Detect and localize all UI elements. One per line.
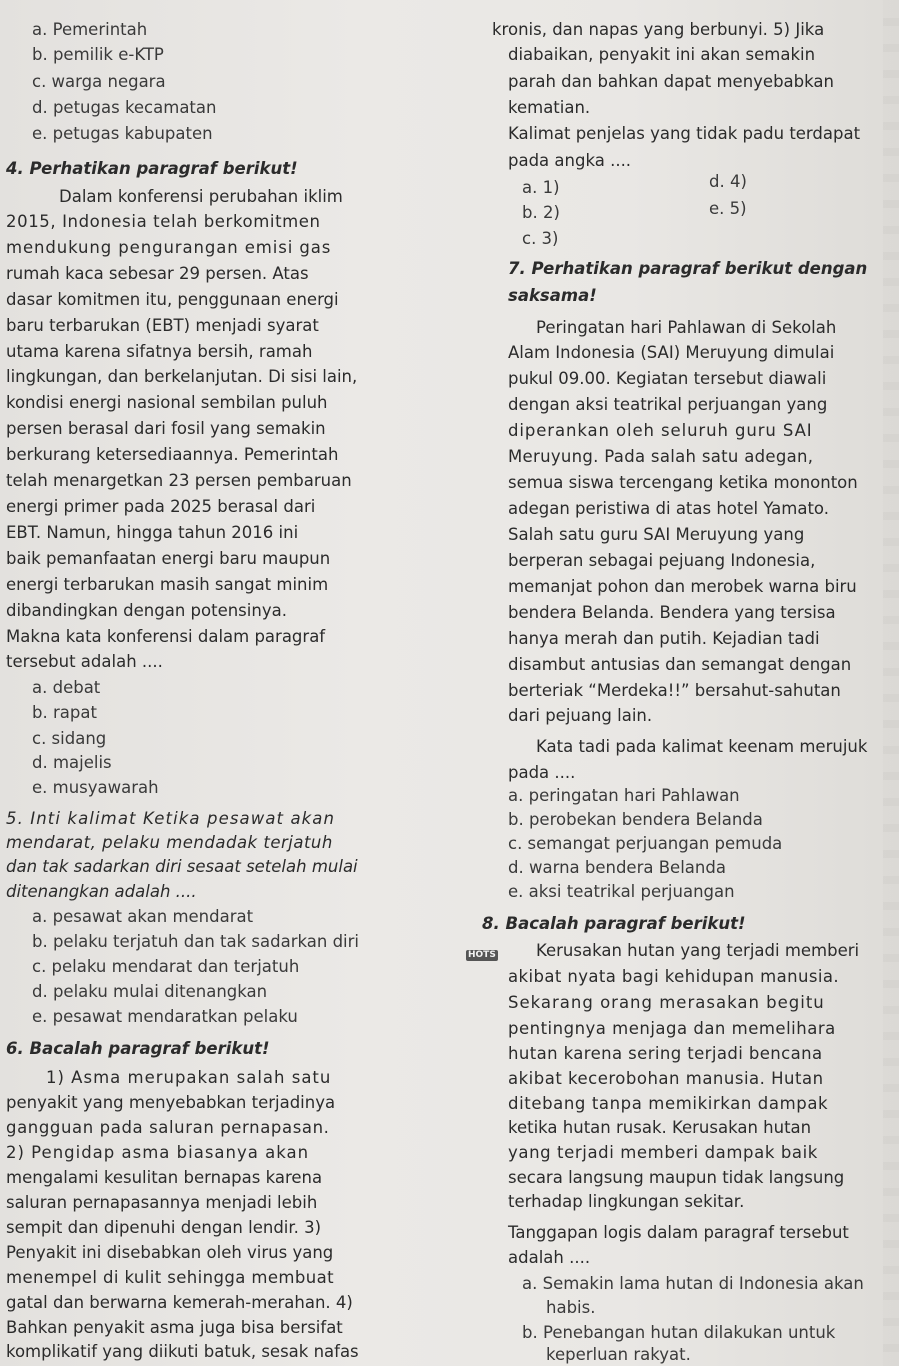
q7-paragraph-line: berteriak “Merdeka!!” bersahut-sahutan [508, 681, 841, 700]
q8-option-a: a. Semakin lama hutan di Indonesia akan [522, 1274, 864, 1293]
q6-paragraph-line: menempel di kulit sehingga membuat [6, 1268, 335, 1287]
q6-paragraph-line: Penyakit ini disebabkan oleh virus yang [6, 1243, 334, 1262]
q8-option-b-cont: keperluan rakyat. [546, 1345, 691, 1364]
q3-option-b: b. pemilik e-KTP [32, 45, 164, 64]
q3-option-c: c. warga negara [32, 72, 166, 91]
q4-prompt-line: tersebut adalah .... [6, 652, 163, 671]
q7-prompt-line: pada .... [508, 763, 576, 782]
q6-question: 6. Bacalah paragraf berikut! [6, 1039, 270, 1058]
page-edge-shadow [883, 0, 899, 1366]
q8-paragraph-line: Sekarang orang merasakan begitu [508, 993, 825, 1012]
q4-paragraph-line: dibandingkan dengan potensinya. [6, 601, 287, 620]
q4-paragraph-line: lingkungan, dan berkelanjutan. Di sisi lain, [6, 367, 358, 386]
q7-option-c: c. semangat perjuangan pemuda [508, 834, 783, 853]
q8-paragraph-line: pentingnya menjaga dan memelihara [508, 1019, 836, 1038]
q4-paragraph-line: rumah kaca sebesar 29 persen. Atas [6, 264, 309, 283]
q4-paragraph-line: berkurang ketersediaannya. Pemerintah [6, 445, 339, 464]
q3-option-a: a. Pemerintah [32, 20, 148, 39]
q6-paragraph-line: penyakit yang menyebabkan terjadinya [6, 1093, 336, 1112]
q6-option-a: a. 1) [522, 178, 560, 197]
q4-paragraph-line: telah menargetkan 23 persen pembaruan [6, 471, 352, 490]
q6-paragraph-line: sempit dan dipenuhi dengan lendir. 3) [6, 1218, 322, 1237]
q5-question-line: 5. Inti kalimat Ketika pesawat akan [6, 809, 336, 828]
q6-paragraph-line: mengalami kesulitan bernapas karena [6, 1168, 323, 1187]
q7-paragraph-line: dari pejuang lain. [508, 706, 653, 725]
q8-paragraph-line: yang terjadi memberi dampak baik [508, 1143, 818, 1162]
q7-paragraph-line: memanjat pohon dan merobek warna biru [508, 577, 857, 596]
q7-option-b: b. perobekan bendera Belanda [508, 810, 763, 829]
q4-paragraph-line: 2015, Indonesia telah berkomitmen [6, 212, 321, 231]
q4-paragraph-line: kondisi energi nasional sembilan puluh [6, 393, 328, 412]
q4-paragraph-line: Dalam konferensi perubahan iklim [59, 187, 343, 206]
q8-paragraph-line: hutan karena sering terjadi bencana [508, 1044, 823, 1063]
q7-paragraph-line: semua siswa tercengang ketika mononton [508, 473, 858, 492]
q6-prompt-line: Kalimat penjelas yang tidak padu terdapat [508, 124, 861, 143]
q8-option-a-cont: habis. [546, 1298, 596, 1317]
q8-paragraph-line: akibat nyata bagi kehidupan manusia. [508, 967, 840, 986]
q4-paragraph-line: EBT. Namun, hingga tahun 2016 ini [6, 523, 299, 542]
q8-paragraph-line: akibat kecerobohan manusia. Hutan [508, 1069, 824, 1088]
q6-continued-line: parah dan bahkan dapat menyebabkan [508, 72, 834, 91]
q8-paragraph-line: Kerusakan hutan yang terjadi memberi [536, 941, 860, 960]
q8-paragraph-line: ditebang tanpa memikirkan dampak [508, 1094, 829, 1113]
q4-paragraph-line: dasar komitmen itu, penggunaan energi [6, 290, 339, 309]
q7-paragraph-line: berperan sebagai pejuang Indonesia, [508, 551, 816, 570]
q5-option-e: e. pesawat mendaratkan pelaku [32, 1007, 298, 1026]
q7-option-e: e. aksi teatrikal perjuangan [508, 882, 735, 901]
q5-option-a: a. pesawat akan mendarat [32, 907, 254, 926]
q6-continued-line: diabaikan, penyakit ini akan semakin [508, 45, 816, 64]
q4-paragraph-line: persen berasal dari fosil yang semakin [6, 419, 326, 438]
q8-paragraph-line: terhadap lingkungan sekitar. [508, 1192, 745, 1211]
q4-paragraph-line: utama karena sifatnya bersih, ramah [6, 342, 313, 361]
q6-continued-line: kematian. [508, 98, 591, 117]
hots-badge: HOTS [468, 950, 496, 960]
q4-option-c: c. sidang [32, 729, 107, 748]
q6-paragraph-line: gatal dan berwarna kemerah-merahan. 4) [6, 1293, 353, 1312]
q7-paragraph-line: bendera Belanda. Bendera yang tersisa [508, 603, 836, 622]
q5-option-b: b. pelaku terjatuh dan tak sadarkan diri [32, 932, 360, 951]
q4-paragraph-line: energi primer pada 2025 berasal dari [6, 497, 316, 516]
q6-paragraph-line: saluran pernapasannya menjadi lebih [6, 1193, 318, 1212]
q6-option-c: c. 3) [522, 229, 559, 248]
q7-paragraph-line: disambut antusias dan semangat dengan [508, 655, 852, 674]
q6-option-b: b. 2) [522, 203, 560, 222]
q7-paragraph-line: Alam Indonesia (SAI) Meruyung dimulai [508, 343, 835, 362]
q8-prompt-line: adalah .... [508, 1248, 591, 1267]
q7-question-line: 7. Perhatikan paragraf berikut dengan [508, 259, 868, 278]
q6-option-d: d. 4) [709, 172, 747, 191]
q6-paragraph-line: 1) Asma merupakan salah satu [46, 1068, 332, 1087]
q5-option-c: c. pelaku mendarat dan terjatuh [32, 957, 300, 976]
q3-option-d: d. petugas kecamatan [32, 98, 217, 117]
q8-hots-badge-wrap [466, 942, 498, 962]
q6-paragraph-line: gangguan pada saluran pernapasan. [6, 1118, 330, 1137]
q5-question-line: mendarat, pelaku mendadak terjatuh [6, 833, 333, 852]
q4-paragraph-line: energi terbarukan masih sangat minim [6, 575, 329, 594]
q6-paragraph-line: 2) Pengidap asma biasanya akan [6, 1143, 310, 1162]
q7-question-line: saksama! [508, 286, 597, 305]
q4-option-b: b. rapat [32, 703, 97, 722]
q6-paragraph-line: Bahkan penyakit asma juga bisa bersifat [6, 1318, 343, 1337]
q6-prompt-line: pada angka .... [508, 151, 632, 170]
q7-paragraph-line: adegan peristiwa di atas hotel Yamato. [508, 499, 829, 518]
q4-option-d: d. majelis [32, 753, 112, 772]
q4-paragraph-line: mendukung pengurangan emisi gas [6, 238, 332, 257]
q7-paragraph-line: hanya merah dan putih. Kejadian tadi [508, 629, 820, 648]
q3-option-e: e. petugas kabupaten [32, 124, 213, 143]
q5-question-line: ditenangkan adalah .... [6, 882, 197, 901]
q8-question: 8. Bacalah paragraf berikut! [482, 914, 746, 933]
q6-paragraph-line: komplikatif yang diikuti batuk, sesak nafas [6, 1342, 359, 1361]
q7-paragraph-line: Salah satu guru SAI Meruyung yang [508, 525, 805, 544]
q7-paragraph-line: Meruyung. Pada salah satu adegan, [508, 447, 814, 466]
q7-paragraph-line: diperankan oleh seluruh guru SAI [508, 421, 813, 440]
q7-paragraph-line: Peringatan hari Pahlawan di Sekolah [536, 318, 837, 337]
q7-paragraph-line: pukul 09.00. Kegiatan tersebut diawali [508, 369, 827, 388]
q7-paragraph-line: dengan aksi teatrikal perjuangan yang [508, 395, 828, 414]
q4-paragraph-line: baik pemanfaatan energi baru maupun [6, 549, 331, 568]
q5-question-line: dan tak sadarkan diri sesaat setelah mulai [6, 857, 358, 876]
q4-paragraph-line: baru terbarukan (EBT) menjadi syarat [6, 316, 319, 335]
q6-option-e: e. 5) [709, 199, 747, 218]
q6-continued-line: kronis, dan napas yang berbunyi. 5) Jika [492, 20, 825, 39]
q8-paragraph-line: secara langsung maupun tidak langsung [508, 1168, 845, 1187]
q8-option-b: b. Penebangan hutan dilakukan untuk [522, 1323, 836, 1342]
q7-prompt-line: Kata tadi pada kalimat keenam merujuk [536, 737, 868, 756]
q8-paragraph-line: ketika hutan rusak. Kerusakan hutan [508, 1118, 812, 1137]
q4-prompt-line: Makna kata konferensi dalam paragraf [6, 627, 326, 646]
q4-question: 4. Perhatikan paragraf berikut! [6, 159, 298, 178]
q4-option-a: a. debat [32, 678, 101, 697]
q7-option-a: a. peringatan hari Pahlawan [508, 786, 740, 805]
q8-prompt-line: Tanggapan logis dalam paragraf tersebut [508, 1223, 849, 1242]
q7-option-d: d. warna bendera Belanda [508, 858, 726, 877]
q5-option-d: d. pelaku mulai ditenangkan [32, 982, 268, 1001]
q4-option-e: e. musyawarah [32, 778, 159, 797]
